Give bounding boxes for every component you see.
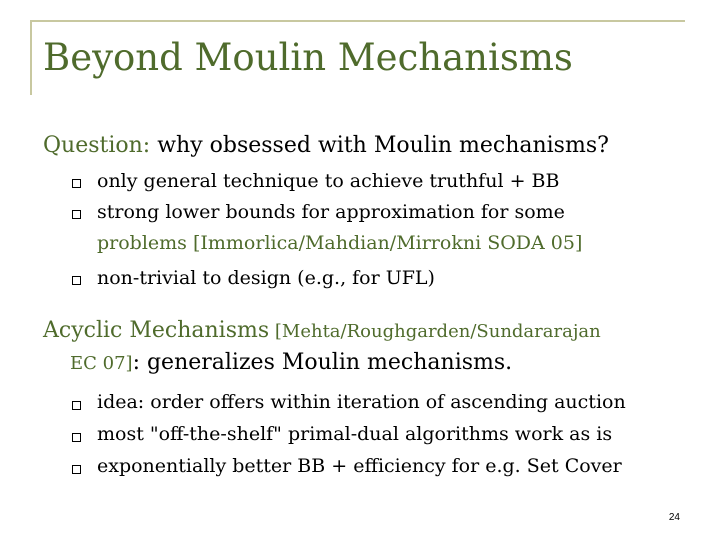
question-bullet-1: only general technique to achieve truthful + BB: [97, 170, 560, 192]
slide-title: Beyond Moulin Mechanisms: [43, 36, 573, 79]
bullet-box-icon: [72, 433, 81, 442]
acyclic-bullet-1: idea: order offers within iteration of ascending auction: [97, 391, 626, 413]
bullet-box-icon: [72, 401, 81, 410]
acyclic-heading-continued: [70, 350, 512, 375]
question-bullet-2-continued: problems [Immorlica/Mahdian/Mirrokni SODA 05]: [97, 232, 583, 254]
question-label: Question:: [43, 133, 151, 158]
page-number: 24: [668, 512, 680, 523]
acyclic-heading: [43, 318, 601, 343]
bullet-box-icon: [72, 465, 81, 474]
acyclic-bullet-2: most "off-the-shelf" primal-dual algorithms work as is: [97, 423, 613, 445]
bullet-box-icon: [72, 276, 81, 285]
frame-vertical-rule: [30, 20, 32, 95]
acyclic-bullet-3: exponentially better BB + efficiency for e.g. Set Cover: [97, 455, 622, 477]
acyclic-citation: [Mehta/Roughgarden/Sundararajan: [269, 321, 601, 342]
question-line: [43, 133, 609, 158]
question-bullet-3: non-trivial to design (e.g., for UFL): [97, 267, 435, 289]
acyclic-text: : generalizes Moulin mechanisms.: [132, 350, 513, 375]
frame-horizontal-rule: [30, 20, 685, 22]
acyclic-label: Acyclic Mechanisms: [43, 318, 270, 343]
bullet-box-icon: [72, 179, 81, 188]
question-bullet-2: strong lower bounds for approximation for some: [97, 201, 565, 223]
bullet-box-icon: [72, 210, 81, 219]
acyclic-citation-continued: EC 07]: [70, 353, 133, 374]
question-text: why obsessed with Moulin mechanisms?: [150, 133, 609, 158]
